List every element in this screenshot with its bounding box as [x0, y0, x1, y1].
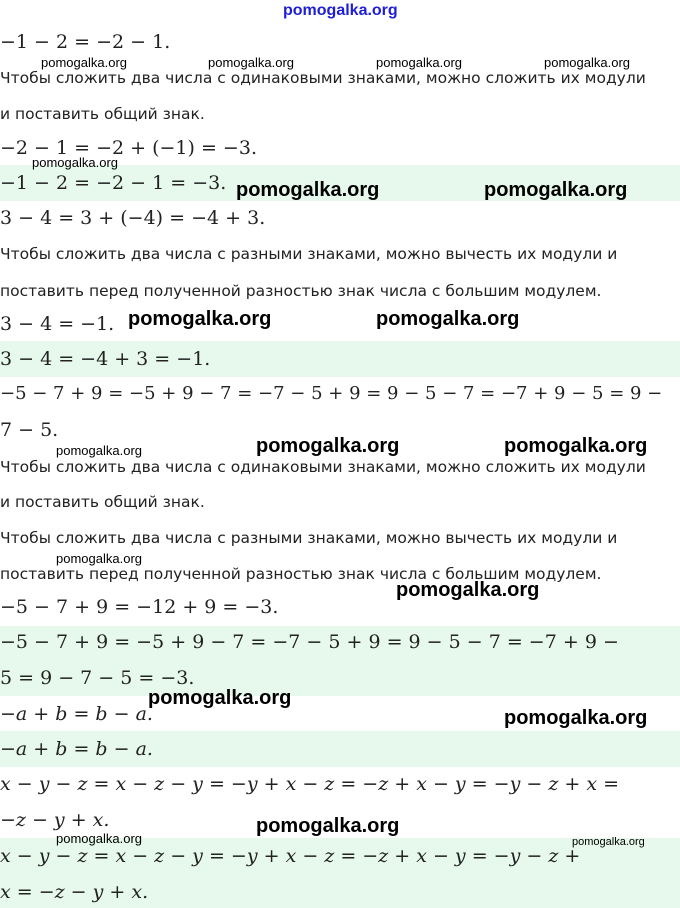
site-watermark: pomogalka.org — [56, 551, 142, 566]
site-watermark: pomogalka.org — [376, 308, 520, 330]
site-watermark-top: pomogalka.org — [283, 2, 398, 19]
site-watermark: pomogalka.org — [544, 55, 630, 70]
expression: −a + b = b − a. — [0, 703, 153, 725]
answer-expression: −1 − 2 = −2 − 1 = −3. — [0, 172, 227, 194]
site-watermark: pomogalka.org — [148, 687, 292, 709]
expression: −z − y + x. — [0, 809, 110, 831]
site-watermark: pomogalka.org — [484, 179, 628, 201]
site-watermark: pomogalka.org — [256, 435, 400, 457]
site-watermark: pomogalka.org — [572, 836, 645, 848]
site-watermark: pomogalka.org — [41, 55, 127, 70]
expression: 7 − 5. — [0, 419, 59, 441]
site-watermark: pomogalka.org — [504, 707, 648, 729]
expression: −5 − 7 + 9 = −12 + 9 = −3. — [0, 596, 279, 618]
site-watermark: pomogalka.org — [128, 308, 272, 330]
site-watermark: pomogalka.org — [396, 579, 540, 601]
site-watermark: pomogalka.org — [504, 435, 648, 457]
site-watermark: pomogalka.org — [56, 443, 142, 458]
answer-expression: x = −z − y + x. — [0, 881, 149, 903]
expression: 3 − 4 = 3 + (−4) = −4 + 3. — [0, 207, 266, 229]
rule-text: Чтобы сложить два числа с одинаковыми знаками, можно сложить их модули — [0, 458, 646, 476]
expression: −2 − 1 = −2 + (−1) = −3. — [0, 137, 257, 159]
expression: x − y − z = x − z − y = −y + x − z = −z + x − y = −y − z + x = — [0, 773, 620, 795]
answer-expression: −a + b = b − a. — [0, 738, 153, 760]
answer-expression: 3 − 4 = −4 + 3 = −1. — [0, 348, 211, 370]
answer-expression: x − y − z = x − z − y = −y + x − z = −z + x − y = −y − z + — [0, 845, 581, 867]
site-watermark: pomogalka.org — [256, 815, 400, 837]
answer-expression: 5 = 9 − 7 − 5 = −3. — [0, 667, 195, 689]
expression: −1 − 2 = −2 − 1. — [0, 31, 171, 53]
rule-text: поставить перед полученной разностью знак числа с большим модулем. — [0, 565, 602, 583]
site-watermark: pomogalka.org — [376, 55, 462, 70]
rule-text: Чтобы сложить два числа с разными знаками, можно вычесть их модули и — [0, 529, 618, 547]
site-watermark: pomogalka.org — [32, 155, 118, 170]
expression: −5 − 7 + 9 = −5 + 9 − 7 = −7 − 5 + 9 = 9 − 5 − 7 = −7 + 9 − 5 = 9 − — [0, 383, 663, 404]
rule-text: Чтобы сложить два числа с одинаковыми знаками, можно сложить их модули — [0, 69, 646, 87]
rule-text: и поставить общий знак. — [0, 105, 205, 123]
expression: 3 − 4 = −1. — [0, 313, 115, 335]
site-watermark: pomogalka.org — [208, 55, 294, 70]
rule-text: и поставить общий знак. — [0, 493, 205, 511]
answer-expression: −5 − 7 + 9 = −5 + 9 − 7 = −7 − 5 + 9 = 9 − 5 − 7 = −7 + 9 − — [0, 631, 619, 653]
site-watermark: pomogalka.org — [56, 831, 142, 846]
rule-text: поставить перед полученной разностью знак числа с большим модулем. — [0, 282, 602, 300]
site-watermark: pomogalka.org — [236, 179, 380, 201]
rule-text: Чтобы сложить два числа с разными знаками, можно вычесть их модули и — [0, 245, 618, 263]
